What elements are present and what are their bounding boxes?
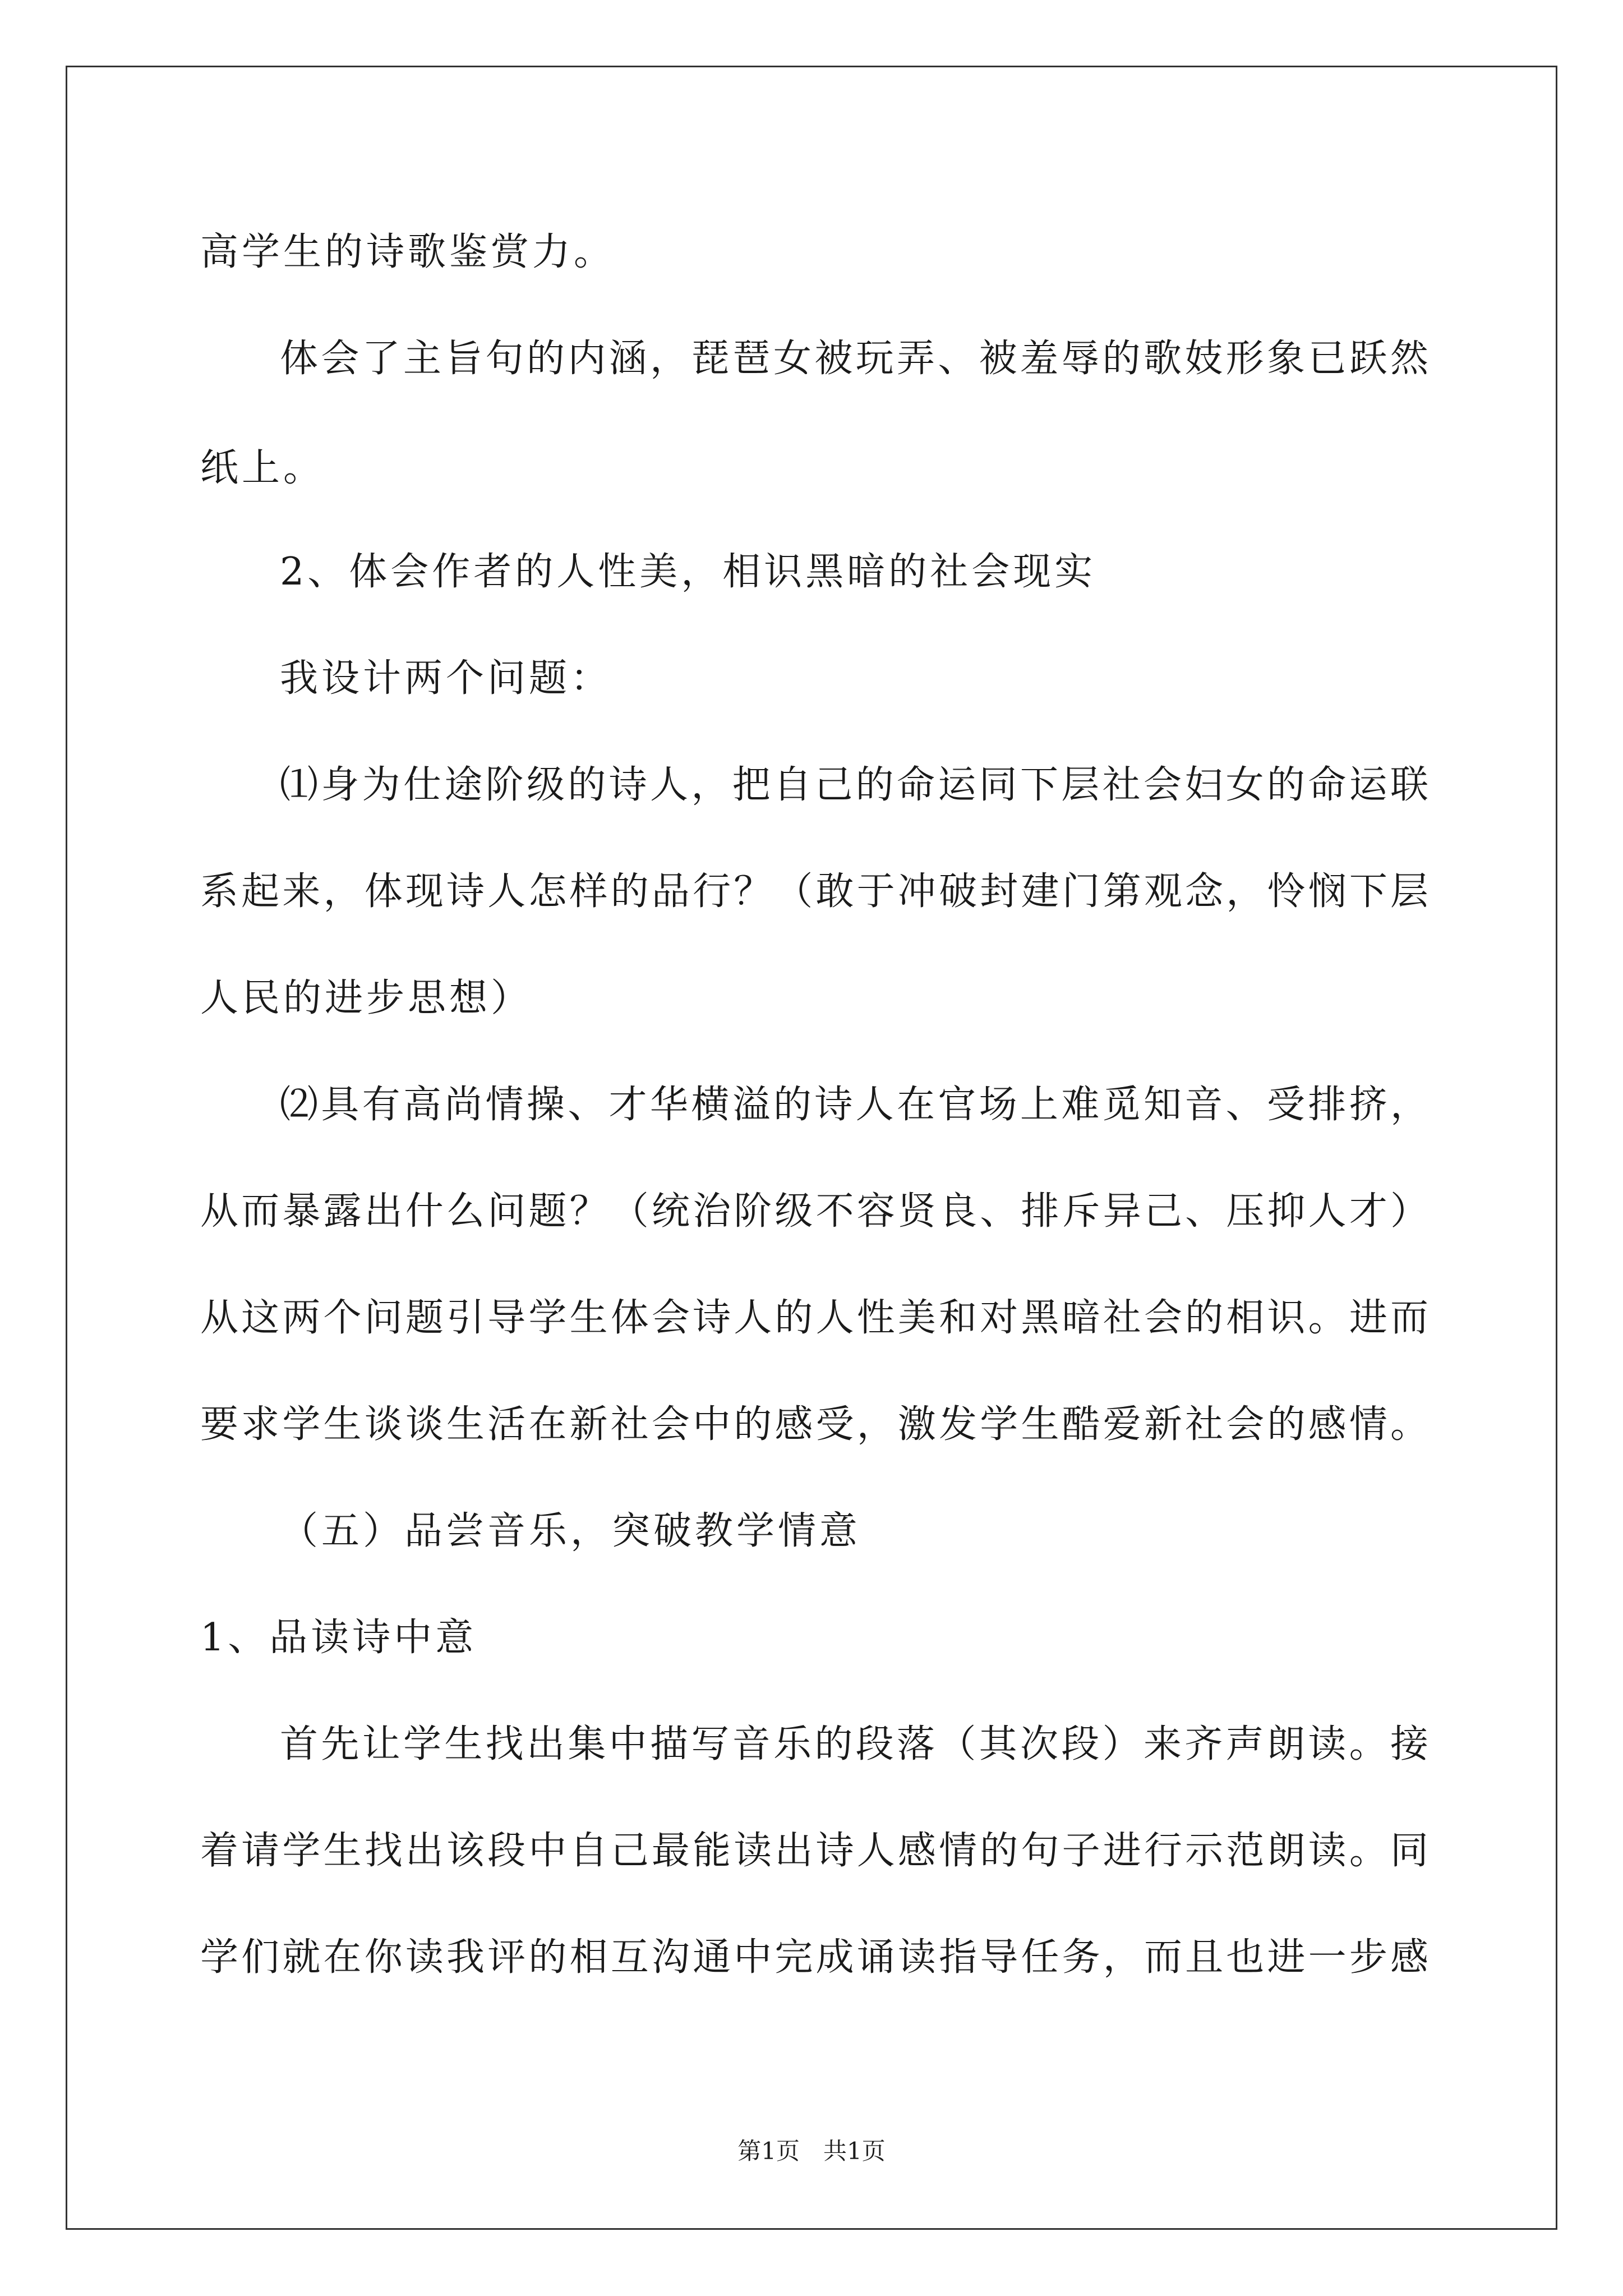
- text-line: 学们就在你读我评的相互沟通中完成诵读指导任务，而且也进一步感: [200, 1935, 1428, 1980]
- text-line: ⑴身为仕途阶级的诗人，把自己的命运同下层社会妇女的命运联: [280, 763, 1428, 807]
- text-line: 纸上。: [200, 446, 325, 490]
- text-line: 我设计两个问题：: [280, 656, 612, 701]
- text-line: 系起来，体现诗人怎样的品行？（敢于冲破封建门第观念，怜悯下层: [200, 869, 1428, 914]
- text-line: 高学生的诗歌鉴赏力。: [200, 230, 616, 274]
- page-border: [66, 66, 1557, 2230]
- section-heading: 1、品读诗中意: [200, 1616, 477, 1660]
- section-heading: （五）品尝音乐，突破教学情意: [280, 1509, 861, 1553]
- text-line: 体会了主旨句的内涵，琵琶女被玩弄、被羞辱的歌妓形象已跃然: [280, 337, 1428, 381]
- text-line: 要求学生谈谈生活在新社会中的感受，激发学生酷爱新社会的感情。: [200, 1402, 1428, 1447]
- text-line: 从而暴露出什么问题？（统治阶级不容贤良、排斥异己、压抑人才）: [200, 1189, 1428, 1234]
- text-line: 从这两个问题引导学生体会诗人的人性美和对黑暗社会的相识。进而: [200, 1296, 1428, 1340]
- text-line: 首先让学生找出集中描写音乐的段落（其次段）来齐声朗读。接: [280, 1722, 1428, 1766]
- text-line: 人民的进步思想）: [200, 976, 533, 1020]
- text-line: 着请学生找出该段中自己最能读出诗人感情的句子进行示范朗读。同: [200, 1829, 1428, 1873]
- section-heading: 2、体会作者的人性美，相识黑暗的社会现实: [280, 550, 1096, 594]
- page-footer: 第1页 共1页: [737, 2137, 886, 2165]
- text-line: ⑵具有高尚情操、才华横溢的诗人在官场上难觅知音、受排挤，: [280, 1083, 1428, 1127]
